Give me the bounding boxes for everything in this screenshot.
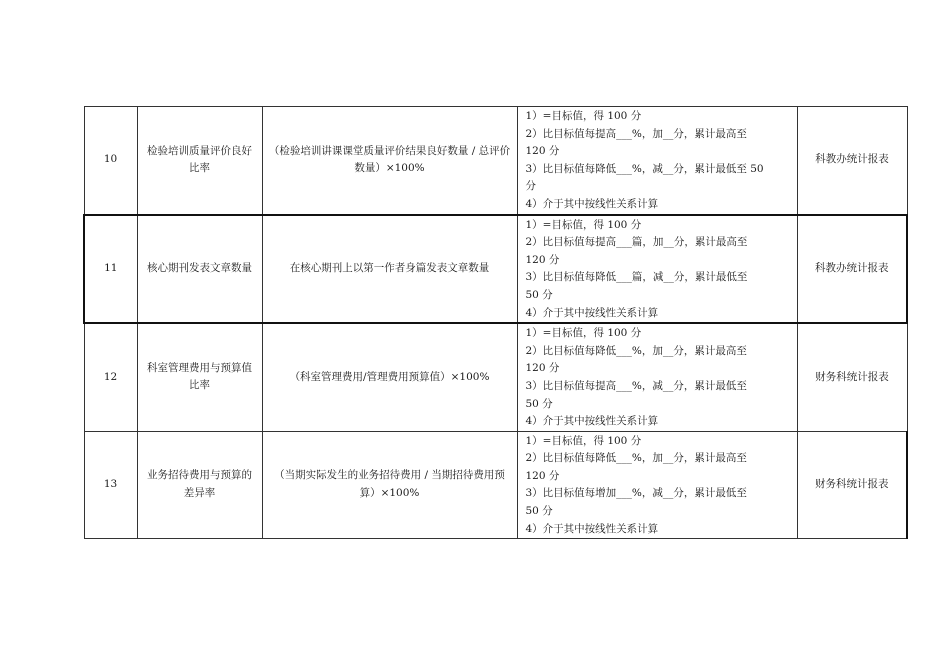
rule-line: 2）比目标值每降低___%，加__分，累计最高至 [525,452,747,465]
indicator-name: 核心期刊发表文章数量 [137,215,262,324]
scoring-rules [517,107,797,215]
rule-line: 1）=目标值，得 100 分 [525,110,642,122]
scoring-rules [517,215,797,324]
indicator-formula: 在核心期刊上以第一作者身篇发表文章数量 [262,215,517,324]
indicator-table [83,106,908,539]
rule-line: 120 分 [525,469,560,482]
row-number: 13 [84,431,137,539]
rule-line: 4）介于其中按线性关系计算 [525,197,659,210]
rule-line: 50 分 [525,288,553,301]
data-source: 科教办统计报表 [797,107,907,215]
rule-line: 3）比目标值每提高___%，减__分，累计最低至 [525,379,747,392]
indicator-name: 业务招待费用与预算的差异率 [137,431,262,539]
data-source: 科教办统计报表 [797,215,907,324]
table-row [84,107,907,215]
indicator-formula: （检验培训讲课课堂质量评价结果良好数量 / 总评价数量）×100% [262,107,517,215]
indicator-table-sheet [83,106,906,539]
rule-line: 50 分 [525,397,553,410]
row-number: 11 [84,215,137,324]
row-number: 12 [84,323,137,431]
table-row [84,431,907,539]
indicator-formula: （当期实际发生的业务招待费用 / 当期招待费用预算）×100% [262,431,517,539]
rule-line: 1）=目标值，得 100 分 [525,434,642,447]
rule-line: 4）介于其中按线性关系计算 [525,306,659,319]
indicator-name: 科室管理费用与预算值比率 [137,323,262,431]
rule-line: 1）=目标值，得 100 分 [525,218,642,231]
rule-line: 分 [525,180,536,193]
rule-line: 1）=目标值，得 100 分 [525,327,642,340]
scoring-rules [517,431,797,539]
rule-line: 2）比目标值每降低___%，加__分，累计最高至 [525,344,747,357]
rule-line: 3）比目标值每降低___%，减__分，累计最低至 50 [525,162,764,175]
rule-line: 50 分 [525,505,553,518]
rule-line: 2）比目标值每提高___篇，加__分，累计最高至 [525,236,748,249]
rule-line: 120 分 [525,253,560,266]
data-source: 财务科统计报表 [797,431,907,539]
table-row [84,323,907,431]
rule-line: 120 分 [525,362,560,375]
rule-line: 120 分 [525,145,560,158]
indicator-name: 检验培训质量评价良好比率 [137,107,262,215]
table-row [84,215,907,324]
rule-line: 3）比目标值每增加___%，减__分，累计最低至 [525,487,747,500]
data-source: 财务科统计报表 [797,323,907,431]
scoring-rules [517,323,797,431]
rule-line: 2）比目标值每提高___%，加__分，累计最高至 [525,127,747,140]
rule-line: 3）比目标值每降低___篇，减__分，累计最低至 [525,271,748,284]
rule-line: 4）介于其中按线性关系计算 [525,522,659,535]
rule-line: 4）介于其中按线性关系计算 [525,415,659,428]
indicator-formula: （科室管理费用/管理费用预算值）×100% [262,323,517,431]
row-number: 10 [84,107,137,215]
